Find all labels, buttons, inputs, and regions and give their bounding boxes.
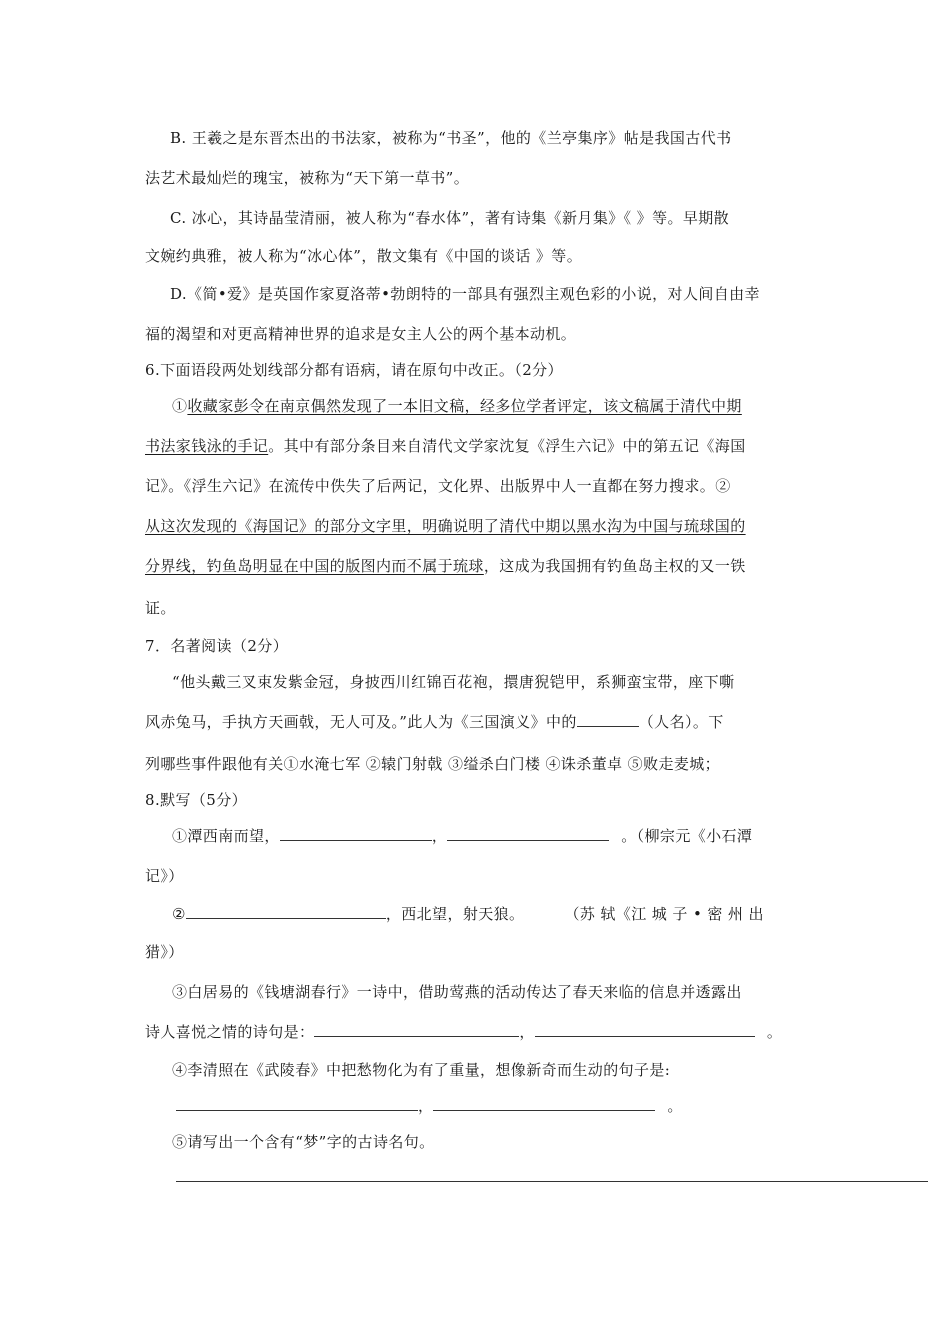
q6-underlined-1b: 书法家钱泳的手记 [145,437,269,455]
q8-item3-blank2[interactable] [535,1022,755,1037]
q8-item3-line1: ③白居易的《钱塘湖春行》一诗中，借助莺燕的活动传达了春天来临的信息并透露出 [172,983,742,1001]
q6-line6: 证。 [145,599,176,617]
q7-line2-text: 风赤兔马，手执方天画戟，无人可及。”此人为《三国演义》中的 [145,713,577,731]
q8-item1-line1 [172,826,752,846]
q5-option-c-line1: C. 冰心，其诗晶莹清丽，被人称为“春水体”，著有诗集《新月集》《 》等。早期散 [170,209,730,227]
q8-item2-blank[interactable] [186,904,386,919]
q8-item5-answer-line[interactable] [176,1181,928,1182]
q8-item4-line1: ④李清照在《武陵春》中把愁物化为有了重量，想像新奇而生动的句子是: [172,1061,671,1079]
q8-item3-comma: ， [519,1023,535,1041]
q7-title: 7．名著阅读（2分） [145,637,289,655]
q8-item2-line1 [172,904,764,924]
q8-item4-blank1[interactable] [176,1096,418,1111]
q8-item2-mark: ② [172,905,186,923]
q8-item4-period: 。 [667,1097,683,1115]
q7-answer-blank[interactable] [577,712,639,727]
q6-line5-rest: ，这成为我国拥有钓鱼岛主权的又一铁 [483,557,746,575]
q6-line2 [145,436,746,456]
q5-option-b-line1: B. 王羲之是东晋杰出的书法家，被称为“书圣”，他的《兰亭集序》帖是我国古代书 [170,129,732,147]
q8-item1-blank2[interactable] [447,826,609,841]
q6-line2-rest: 。其中有部分条目来自清代文学家沈复《浮生六记》中的第五记《海国 [268,437,746,455]
q8-item1-prompt: ①潭西南而望， [172,827,280,845]
q8-item1-line2: 记》） [145,867,184,885]
q6-title: 6.下面语段两处划线部分都有语病，请在原句中改正。（2分） [145,361,563,379]
q5-option-d-line1: D.《简•爱》是英国作家夏洛蒂•勃朗特的一部具有强烈主观色彩的小说，对人间自由幸 [170,285,760,303]
q8-item3-blank1[interactable] [314,1022,519,1037]
q6-line1 [172,396,742,416]
q8-item3-period: 。 [766,1023,783,1041]
q8-item1-source: 。（柳宗元《小石潭 [621,827,753,845]
q6-mark-1: ① [172,397,188,415]
q8-title: 8.默写（5分） [145,791,248,809]
q5-option-d-line2: 福的渴望和对更高精神世界的追求是女主人公的两个基本动机。 [145,325,577,343]
q6-line3: 记》。《浮生六记》在流传中佚失了后两记，文化界、出版界中人一直都在努力搜求。② [145,477,731,495]
q8-item5-line1: ⑤请写出一个含有“梦”字的古诗名句。 [172,1133,435,1151]
q8-item4-line2 [176,1096,683,1116]
q8-item1-comma: ， [431,827,448,845]
q7-line1: “他头戴三叉束发紫金冠，身披西川红锦百花袍，擐唐猊铠甲，系狮蛮宝带，座下嘶 [172,673,735,691]
q7-line2-tail: （人名）。下 [638,713,724,731]
q8-item4-comma: ， [418,1097,434,1115]
q7-line2 [145,712,724,732]
q6-line4 [145,516,746,536]
q8-item3-line2 [145,1022,782,1042]
q5-option-c-line2: 文婉约典雅，被人称为“冰心体”，散文集有《中国的谈话 》等。 [145,247,583,265]
q6-line5 [145,556,746,576]
q6-underlined-2b: 分界线，钓鱼岛明显在中国的版图内而不属于琉球 [145,557,484,575]
q7-line3: 列哪些事件跟他有关①水淹七军 ②辕门射戟 ③缢杀白门楼 ④诛杀董卓 ⑤败走麦城； [145,755,721,773]
q8-item1-blank1[interactable] [280,826,432,841]
q8-item4-blank2[interactable] [433,1096,655,1111]
q8-item2-line2: 猎》） [145,943,184,961]
q8-item2-text: ，西北望，射天狼。 [385,905,525,923]
q6-underlined-1a: 收藏家彭令在南京偶然发现了一本旧文稿，经多位学者评定，该文稿属于清代中期 [187,397,742,415]
q8-item2-source: （苏 轼《江 城 子 • 密 州 出 [564,905,764,923]
q8-item3-prompt: 诗人喜悦之情的诗句是： [145,1023,315,1041]
q6-underlined-2a: 从这次发现的《海国记》的部分文字里，明确说明了清代中期以黑水沟为中国与琉球国的 [145,517,746,535]
q5-option-b-line2: 法艺术最灿烂的瑰宝，被称为“天下第一草书”。 [145,169,470,187]
